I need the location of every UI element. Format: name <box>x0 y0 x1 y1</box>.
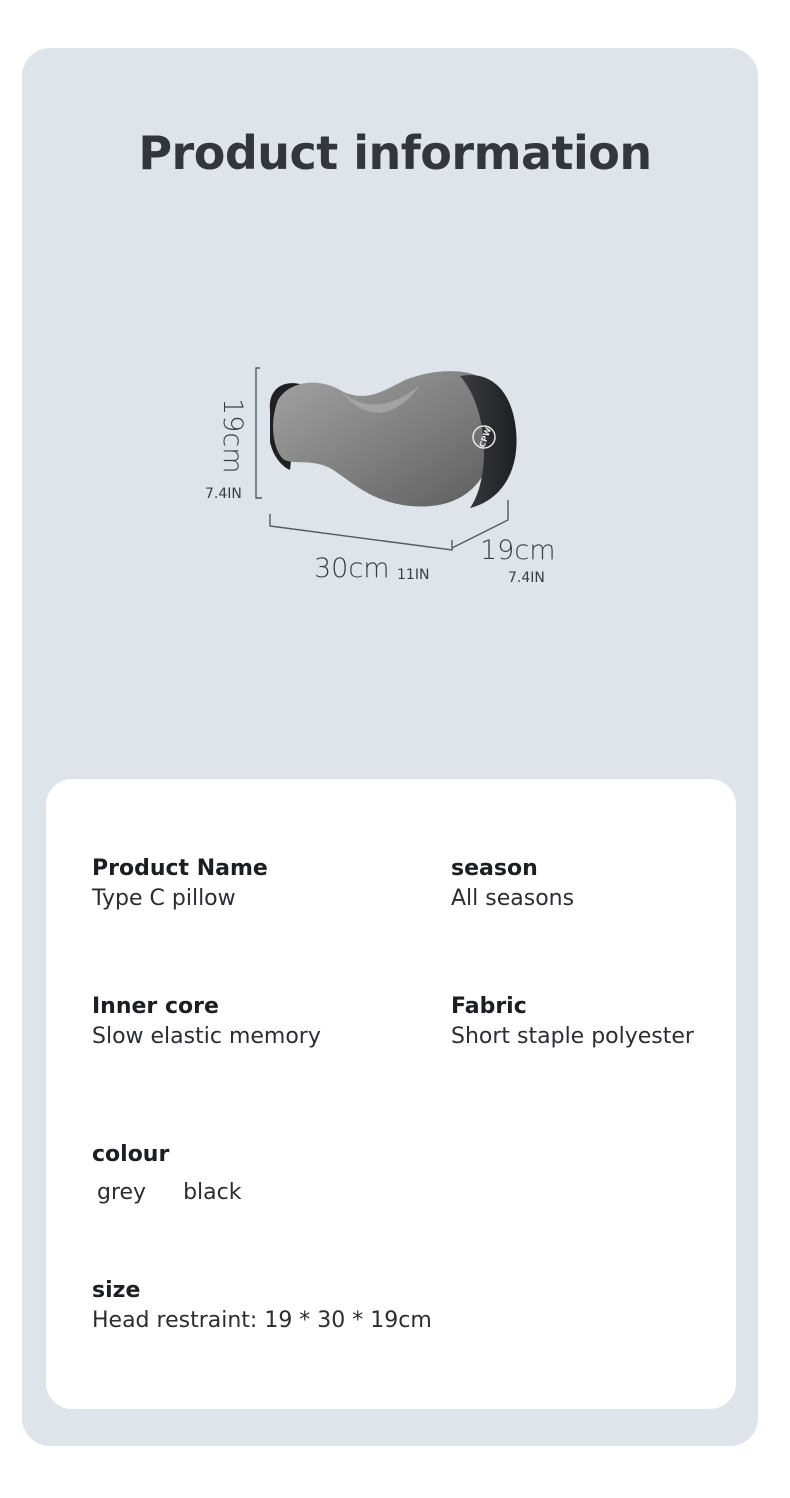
spec-value: Slow elastic memory <box>92 1024 321 1049</box>
spec-season <box>451 854 574 914</box>
page-title: Product information <box>138 126 652 180</box>
spec-value: All seasons <box>451 886 575 911</box>
spec-colour <box>92 1140 272 1208</box>
pillow-body <box>273 371 490 506</box>
spec-value: Head restraint: 19 * 30 * 19cm <box>92 1308 432 1333</box>
spec-label: Fabric <box>451 994 527 1019</box>
spec-label: Product Name <box>92 856 268 881</box>
spec-label: colour <box>92 1142 170 1167</box>
spec-value: Type C pillow <box>92 886 236 911</box>
spec-label: size <box>92 1278 141 1303</box>
svg-text:CPW: CPW <box>477 426 494 449</box>
depth-cm-label: 19cm <box>480 535 556 566</box>
width-in-label: 11IN <box>397 567 430 583</box>
spec-fabric <box>451 992 694 1052</box>
spec-label: season <box>451 856 538 881</box>
width-dimension-line <box>270 514 452 550</box>
height-in-label: 7.4IN <box>205 486 242 502</box>
depth-in-label: 7.4IN <box>508 570 545 586</box>
spec-label: Inner core <box>92 994 219 1019</box>
width-cm-label: 30cm <box>314 553 390 584</box>
height-dimension-line <box>256 368 262 498</box>
spec-inner-core <box>92 992 321 1052</box>
height-cm-label: 19cm <box>217 398 248 474</box>
spec-product-name <box>92 854 268 914</box>
spec-value: Short staple polyester <box>451 1024 694 1049</box>
colour-option-black: black <box>183 1180 242 1205</box>
spec-size <box>92 1276 432 1336</box>
colour-options <box>92 1178 272 1208</box>
colour-option-grey: grey <box>97 1180 147 1205</box>
